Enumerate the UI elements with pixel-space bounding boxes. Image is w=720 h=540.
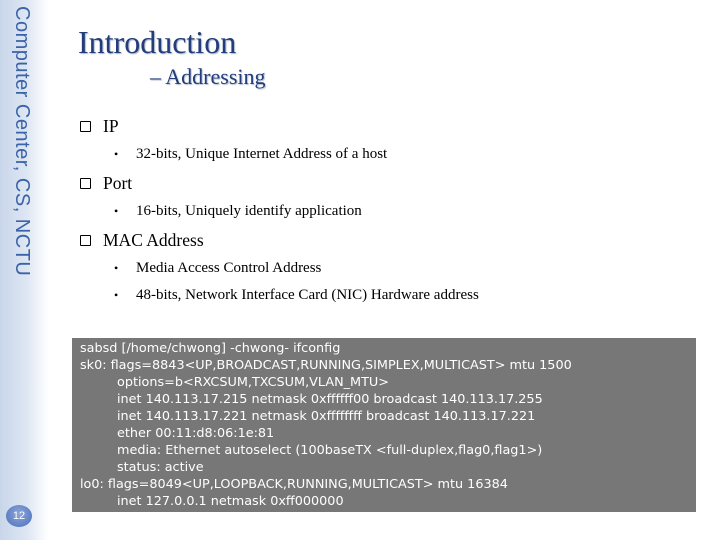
sub-bullet-text: 32-bits, Unique Internet Address of a host — [136, 146, 388, 162]
sidebar — [0, 0, 48, 540]
sub-bullet — [114, 260, 321, 277]
page-number-badge: 12 — [6, 505, 32, 527]
checkbox-bullet-icon — [80, 178, 91, 189]
slide-subtitle: – Addressing — [150, 64, 266, 89]
slide-title: Introduction — [78, 24, 237, 60]
dot-icon: • — [114, 288, 119, 302]
terminal-line: media: Ethernet autoselect (100baseTX <full-duplex,flag0,flag1>) — [117, 443, 543, 458]
terminal-line: status: active — [117, 460, 204, 475]
sub-bullet-text: 16-bits, Uniquely identify application — [136, 203, 362, 219]
terminal-line: ether 00:11:d8:06:1e:81 — [117, 426, 275, 441]
bullet-label: IP — [103, 116, 119, 136]
bullet-label: MAC Address — [103, 230, 204, 250]
terminal-line: sabsd [/home/chwong] -chwong- ifconfig — [80, 341, 341, 356]
dot-icon: • — [114, 261, 119, 275]
checkbox-bullet-icon — [80, 121, 91, 132]
bullet-ip — [80, 116, 119, 137]
bullet-mac — [80, 230, 204, 251]
terminal-line: inet 127.0.0.1 netmask 0xff000000 — [117, 494, 344, 509]
bullet-port — [80, 173, 132, 194]
dot-icon: • — [114, 204, 119, 218]
sub-bullet — [114, 203, 362, 220]
terminal-output — [72, 338, 696, 512]
bullet-label: Port — [103, 173, 133, 193]
terminal-line: inet 140.113.17.221 netmask 0xffffffff broadcast 140.113.17.221 — [117, 409, 536, 424]
checkbox-bullet-icon — [80, 235, 91, 246]
sidebar-label: Computer Center, CS, NCTU — [11, 6, 33, 277]
sub-bullet — [114, 287, 479, 304]
terminal-line: inet 140.113.17.215 netmask 0xffffff00 broadcast 140.113.17.255 — [117, 392, 543, 407]
terminal-line: options=b<RXCSUM,TXCSUM,VLAN_MTU> — [117, 375, 389, 390]
terminal-line: lo0: flags=8049<UP,LOOPBACK,RUNNING,MULTICAST> mtu 16384 — [80, 477, 508, 492]
dot-icon: • — [114, 147, 119, 161]
sub-bullet — [114, 146, 387, 163]
terminal-line: sk0: flags=8843<UP,BROADCAST,RUNNING,SIMPLEX,MULTICAST> mtu 1500 — [80, 358, 572, 373]
sub-bullet-text: Media Access Control Address — [136, 260, 322, 276]
sub-bullet-text: 48-bits, Network Interface Card (NIC) Hardware address — [136, 287, 479, 303]
